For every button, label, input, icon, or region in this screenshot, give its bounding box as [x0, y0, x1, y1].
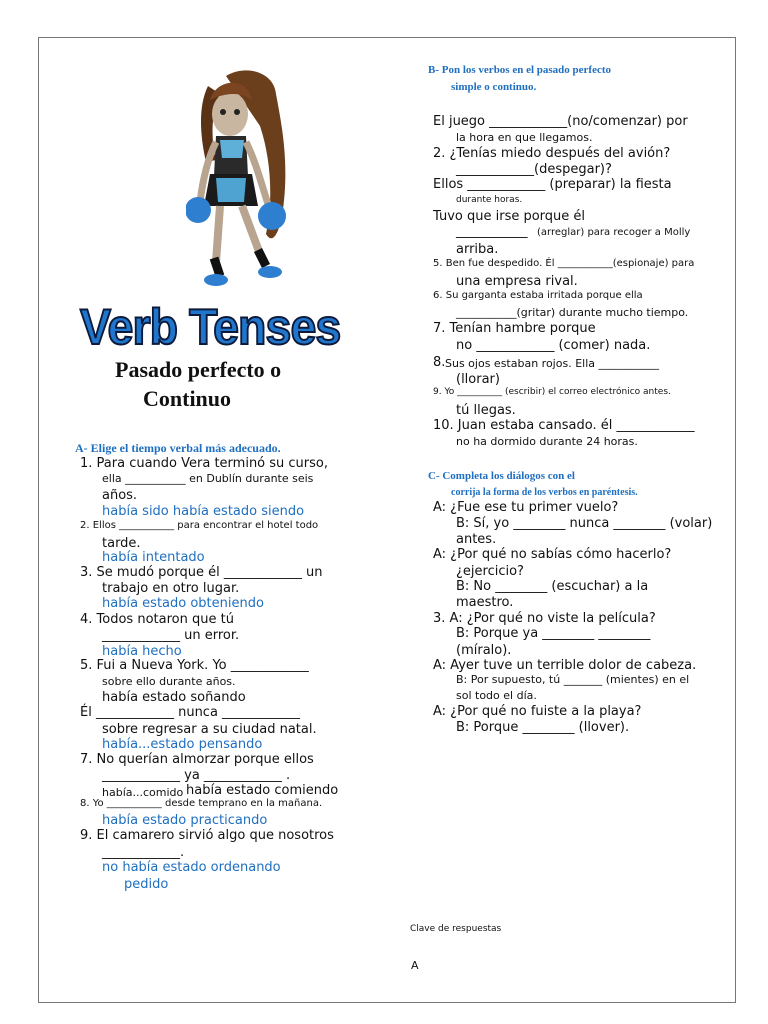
section-c-line: ¿ejercicio?: [456, 564, 524, 579]
answer-text: había estado practicando: [102, 813, 268, 828]
section-c-line: B: Porque ya ________ ________: [456, 626, 651, 641]
answer-text: había sido había estado siendo: [102, 504, 305, 519]
section-a-line: años.: [102, 488, 138, 503]
section-b-line: 8.: [433, 355, 446, 370]
section-b-line: Ellos ____________ (preparar) la fiesta: [433, 177, 672, 192]
section-c-line: (míralo).: [456, 643, 512, 658]
section-a-line: 2. Ellos ___________ para encontrar el hotel todo: [80, 520, 319, 531]
answer-key-label: Clave de respuestas: [410, 924, 502, 934]
section-a-line: sobre ello durante años.: [102, 675, 236, 688]
section-b-line: durante horas.: [456, 195, 523, 205]
section-c-line: A: Ayer tuve un terrible dolor de cabeza.: [433, 658, 697, 673]
section-c-line: A: ¿Por qué no fuiste a la playa?: [433, 704, 642, 719]
answer-text: había hecho: [102, 644, 182, 659]
section-a-line: 3. Se mudó porque él ____________ un: [80, 565, 323, 580]
section-c-line: maestro.: [456, 595, 514, 610]
answer-text: había intentado: [102, 550, 205, 565]
answer-text: había...estado pensando: [102, 737, 263, 752]
section-a-line: trabajo en otro lugar.: [102, 581, 240, 596]
section-c-line: 3. A: ¿Por qué no viste la película?: [433, 611, 656, 626]
section-a-line: 5. Fui a Nueva York. Yo ____________: [80, 658, 309, 673]
section-a-line: 8. Yo ___________ desde temprano en la mañana.: [80, 798, 323, 809]
section-b-line: la hora en que llegamos.: [456, 131, 593, 144]
answer-text: pedido: [124, 877, 169, 892]
page-title: Verb Tenses: [80, 299, 341, 355]
section-b-line: ___________(gritar) durante mucho tiempo.: [456, 306, 689, 319]
section-b-line: El juego ____________(no/comenzar) por: [433, 114, 688, 129]
section-b-line: una empresa rival.: [456, 274, 578, 289]
section-b-line: no ____________ (comer) nada.: [456, 338, 651, 353]
section-b-heading-line-1: B- Pon los verbos en el pasado perfecto: [428, 64, 612, 76]
section-a-line: había...comido: [102, 786, 184, 799]
section-b-line: 6. Su garganta estaba irritada porque ella: [433, 290, 643, 301]
section-a-line: 1. Para cuando Vera terminó su curso,: [80, 456, 329, 471]
section-c-line: A: ¿Por qué no sabías cómo hacerlo?: [433, 547, 672, 562]
section-c-line: B: Porque ________ (llover).: [456, 720, 630, 735]
section-b-line: arriba.: [456, 242, 499, 257]
section-a-heading: A- Elige el tiempo verbal más adecuado.: [75, 441, 281, 455]
section-a-line: tarde.: [102, 536, 141, 551]
section-a-line: ella ___________ en Dublín durante seis: [102, 472, 314, 485]
section-c-line: B: Sí, yo ________ nunca ________ (volar): [456, 516, 713, 531]
subtitle-line-1: Pasado perfecto o: [115, 357, 282, 382]
section-b-line: tú llegas.: [456, 403, 516, 418]
section-b-line: (arreglar) para recoger a Molly: [537, 227, 691, 238]
section-c-heading-line-1: C- Completa los diálogos con el: [428, 470, 575, 482]
section-a-line: ____________.: [102, 845, 185, 860]
section-c-heading-line-2: corrija la forma de los verbos en paréntesis.: [451, 487, 638, 498]
section-c-line: sol todo el día.: [456, 689, 537, 702]
section-b-line: no ha dormido durante 24 horas.: [456, 435, 638, 448]
section-b-heading-line-2: simple o continuo.: [451, 81, 537, 93]
section-b-line: ___________: [456, 224, 528, 239]
section-b-line: Sus ojos estaban rojos. Ella ___________: [445, 357, 659, 370]
section-a-line: Él ____________ nunca ____________: [80, 705, 301, 720]
section-a-line: ____________ un error.: [102, 628, 240, 643]
section-c-line: antes.: [456, 532, 497, 547]
section-b-line: 10. Juan estaba cansado. él ____________: [433, 418, 695, 433]
section-b-line: 2. ¿Tenías miedo después del avión?: [433, 146, 671, 161]
cheerleader-illustration: [186, 66, 302, 288]
page-letter: A: [411, 959, 419, 972]
section-a-line: sobre regresar a su ciudad natal.: [102, 722, 317, 737]
section-c-line: A: ¿Fue ese tu primer vuelo?: [433, 500, 619, 515]
section-c-line: B: Por supuesto, tú _______ (mientes) en el: [456, 673, 690, 686]
section-b-line: Tuvo que irse porque él: [433, 209, 586, 224]
section-a-line: 9. El camarero sirvió algo que nosotros: [80, 828, 334, 843]
section-b-line: 9. Yo __________ (escribir) el correo electrónico antes.: [433, 387, 671, 397]
section-b-line: ____________(despegar)?: [456, 162, 612, 177]
section-b-line: (llorar): [456, 372, 500, 387]
answer-text: no había estado ordenando: [102, 860, 281, 875]
section-a-line: 7. No querían almorzar porque ellos: [80, 752, 314, 767]
section-a-line: había estado soñando: [102, 690, 246, 705]
subtitle-line-2: Continuo: [143, 386, 232, 411]
section-c-line: B: No ________ (escuchar) a la: [456, 579, 649, 594]
section-a-line: ____________ ya ____________ .: [102, 768, 291, 783]
answer-text: había estado obteniendo: [102, 596, 264, 611]
section-b-line: 5. Ben fue despedido. Él ___________(espionaje) para: [433, 258, 695, 269]
section-a-line: 4. Todos notaron que tú: [80, 612, 234, 627]
section-b-line: 7. Tenían hambre porque: [433, 321, 596, 336]
section-a-line: había estado comiendo: [186, 783, 339, 798]
